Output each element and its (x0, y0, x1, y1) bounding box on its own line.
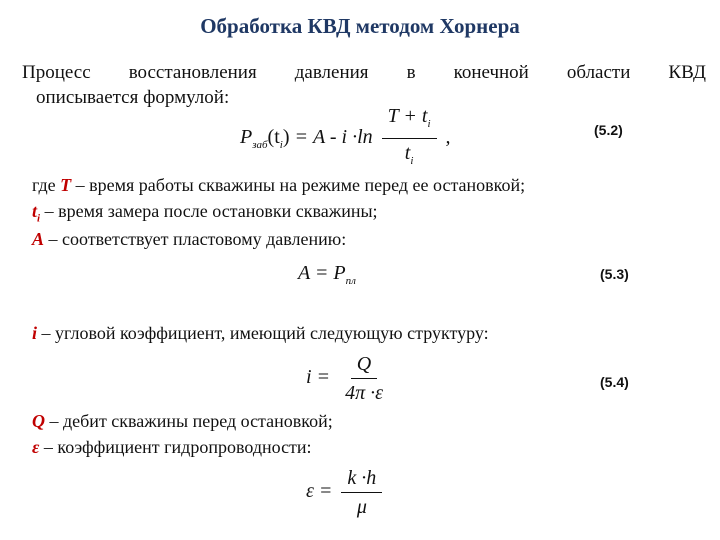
definition-i: i – угловой коэффициент, имеющий следующую структуру: (32, 323, 489, 343)
slide-title: Обработка КВД методом Хорнера (200, 14, 520, 38)
definition-eps: ε – коэффициент гидропроводности: (32, 437, 312, 457)
intro-word: конечной (453, 62, 529, 83)
formula-lhs: $P_{заб}(t_i)$ (240, 126, 290, 152)
formula-5-4: i = $\frac{Q}{4\pi \cdot\varepsilon}$ (306, 352, 393, 405)
equation-number: (5.4) (600, 374, 629, 390)
intro-paragraph (22, 60, 706, 110)
formula-trail: , (445, 126, 451, 149)
definition-T: где T – время работы скважины на режиме перед ее остановкой; (32, 175, 526, 195)
definition-A: A – соответствует пластовому давлению: (32, 229, 347, 249)
intro-word: Процесс (22, 62, 91, 83)
intro-word: восстановления (128, 62, 257, 83)
fraction-numerator: Q (351, 352, 377, 379)
intro-line-1 (22, 60, 706, 85)
intro-word: давления (294, 62, 369, 83)
fraction-denominator: μ (356, 496, 367, 518)
formula-5-2 (240, 104, 451, 173)
fraction-denominator: 4π ·ε (345, 382, 383, 404)
equation-number: (5.3) (600, 266, 629, 282)
intro-word: в (406, 62, 416, 83)
formula-epsilon: ε = $\frac{k \cdot h}{\mu}$ (306, 466, 386, 519)
definition-Q: Q – дебит скважины перед остановкой; (32, 411, 333, 431)
fraction-numerator: k ·h (341, 466, 382, 493)
fraction (382, 104, 437, 173)
fraction-numerator: $T + t_i$ (382, 104, 437, 139)
intro-word: области (566, 62, 631, 83)
formula-5-3: $A = P_{пл}$ (298, 262, 356, 287)
definition-ti: $t_i$ – время замера после остановки скважины; (32, 201, 378, 225)
equation-number: (5.2) (594, 122, 623, 138)
intro-line-2: описывается формулой: (36, 87, 230, 108)
intro-word: КВД (668, 62, 706, 83)
fraction (341, 466, 382, 519)
formula-rhs-prefix: = A - i ·ln (294, 126, 373, 149)
fraction (339, 352, 389, 405)
fraction-denominator: $t_i$ (404, 142, 414, 167)
